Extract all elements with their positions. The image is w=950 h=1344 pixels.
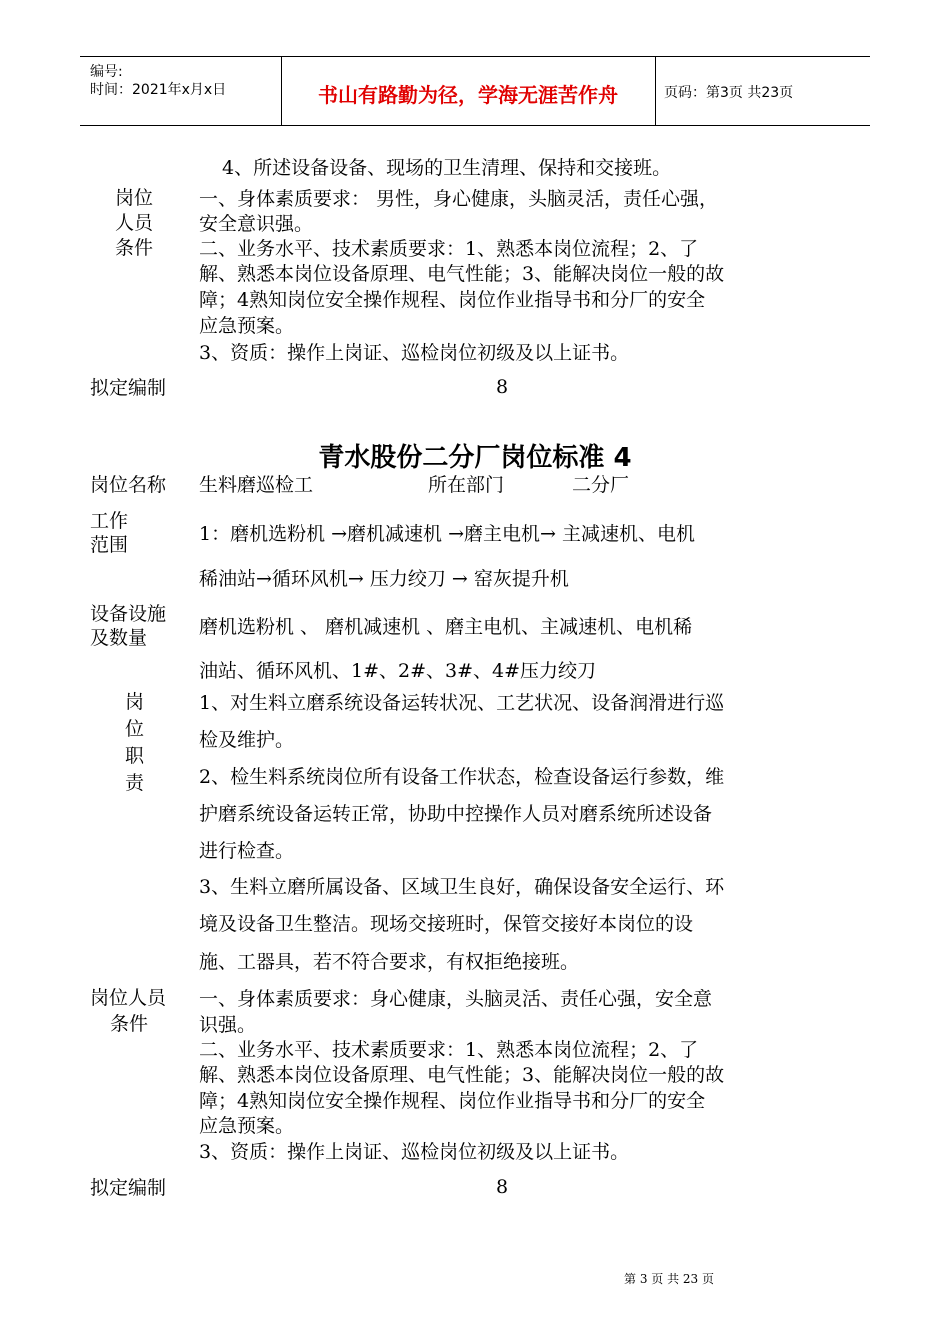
personnel-line: 识强。: [199, 1014, 257, 1036]
duty-line: 护磨系统设备运转正常，协助中控操作人员对磨系统所述设备: [199, 803, 713, 825]
prev-personnel-label: 条件: [115, 237, 154, 259]
header-divider: [655, 57, 656, 125]
dept-value: 二分厂: [572, 474, 630, 496]
equipment-line: 磨机选粉机 、 磨机减速机 、磨主电机、主减速机、电机稀: [199, 616, 693, 638]
prev-personnel-line: 解、熟悉本岗位设备原理、电气性能；3、能解决岗位一般的故: [199, 263, 725, 285]
duty-line: 1、对生料立磨系统设备运转状况、工艺状况、设备润滑进行巡: [199, 692, 725, 714]
footer-page-number: 第 3 页 共 23 页: [624, 1272, 714, 1286]
duty-line: 施、工器具，若不符合要求，有权拒绝接班。: [199, 951, 580, 973]
prev-drafted-value: 8: [496, 376, 509, 398]
personnel-label: 岗位人员: [90, 987, 167, 1009]
page-header: [80, 56, 870, 126]
duty-line: 2、检生料系统岗位所有设备工作状态，检查设备运行参数，维: [199, 766, 725, 788]
equipment-line: 油站、循环风机、1#、2#、3#、4#压力绞刀: [199, 660, 597, 682]
post-name-label: 岗位名称: [90, 474, 167, 496]
scope-label: 工作: [90, 510, 129, 532]
prev-personnel-label: 人员: [115, 212, 154, 234]
personnel-label: 条件: [110, 1013, 149, 1035]
drafted-value: 8: [496, 1176, 509, 1198]
duty-line: 进行检查。: [199, 840, 295, 862]
prev-personnel-line: 二、业务水平、技术素质要求：1、熟悉本岗位流程；2、了: [199, 238, 699, 260]
duty-label-char: 岗: [125, 691, 145, 713]
personnel-line: 一、身体素质要求：身心健康，头脑灵活、责任心强，安全意: [199, 988, 713, 1010]
drafted-label: 拟定编制: [90, 1177, 167, 1199]
doc-date-label: 时间：2021年x月x日: [90, 82, 227, 98]
prev-personnel-label: 岗位: [115, 187, 154, 209]
personnel-line: 3、资质：操作上岗证、巡检岗位初级及以上证书。: [199, 1141, 630, 1163]
personnel-line: 应急预案。: [199, 1115, 295, 1137]
duty-line: 境及设备卫生整洁。现场交接班时，保管交接好本岗位的设: [199, 913, 694, 935]
duty-label-char: 责: [125, 772, 145, 794]
personnel-line: 解、熟悉本岗位设备原理、电气性能；3、能解决岗位一般的故: [199, 1064, 725, 1086]
duty-line: 3、生料立磨所属设备、区域卫生良好，确保设备安全运行、环: [199, 876, 725, 898]
post-name-value: 生料磨巡检工: [199, 474, 314, 496]
prev-personnel-line: 3、资质：操作上岗证、巡检岗位初级及以上证书。: [199, 342, 630, 364]
duty-label-char: 职: [125, 745, 145, 767]
prev-personnel-line: 一、身体素质要求： 男性，身心健康，头脑灵活，责任心强，: [199, 188, 719, 210]
equipment-label: 设备设施: [90, 603, 167, 625]
prev-personnel-line: 安全意识强。: [199, 213, 314, 235]
prev-drafted-label: 拟定编制: [90, 377, 167, 399]
duty-line: 检及维护。: [199, 729, 295, 751]
equipment-label: 及数量: [90, 627, 148, 649]
doc-number-label: 编号:: [90, 64, 123, 80]
duty-label-char: 位: [125, 718, 145, 740]
prev-personnel-line: 应急预案。: [199, 315, 295, 337]
personnel-line: 障；4熟知岗位安全操作规程、岗位作业指导书和分厂的安全: [199, 1090, 706, 1112]
scope-line: 稀油站→循环风机→ 压力绞刀 → 窑灰提升机: [199, 568, 569, 590]
dept-label: 所在部门: [428, 474, 505, 496]
scope-line: 1：磨机选粉机 →磨机减速机 →磨主电机→ 主减速机、电机: [199, 523, 695, 545]
prev-personnel-line: 障；4熟知岗位安全操作规程、岗位作业指导书和分厂的安全: [199, 289, 706, 311]
scope-label: 范围: [90, 534, 129, 556]
personnel-line: 二、业务水平、技术素质要求：1、熟悉本岗位流程；2、了: [199, 1039, 699, 1061]
prev-duty-line-4: 4、所述设备设备、现场的卫生清理、保持和交接班。: [222, 157, 672, 179]
section-title: 青水股份二分厂岗位标准 4: [318, 443, 632, 473]
header-page-info: 页码：第3页 共23页: [664, 85, 794, 101]
header-motto: 书山有路勤为径，学海无涯苦作舟: [318, 83, 618, 107]
